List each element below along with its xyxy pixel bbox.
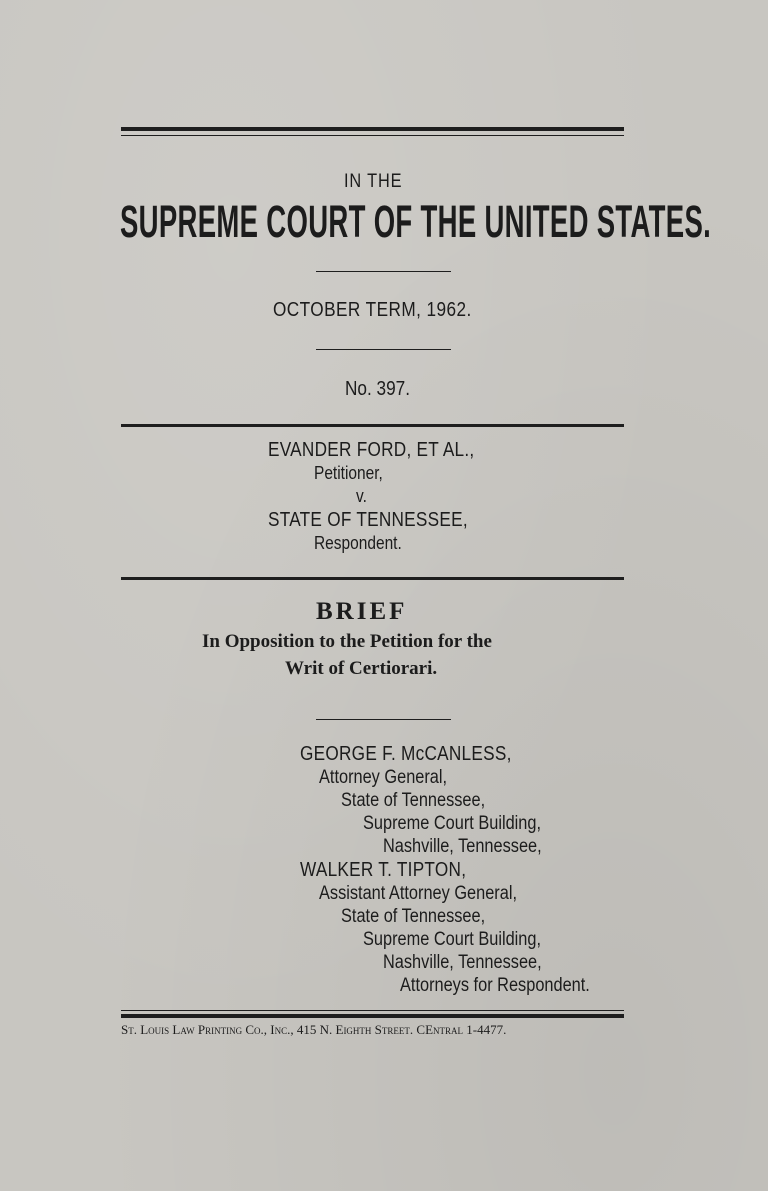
counsel-line: Nashville, Tennessee, xyxy=(383,836,542,857)
caption-top-rule xyxy=(121,424,624,427)
short-rule-1 xyxy=(316,271,451,272)
counsel-line: Nashville, Tennessee, xyxy=(383,952,542,973)
court-name: SUPREME COURT OF THE UNITED STATES. xyxy=(120,196,712,247)
short-rule-2 xyxy=(316,349,451,350)
petitioner-name: EVANDER FORD, ET AL., xyxy=(268,439,475,461)
caption-bottom-rule xyxy=(121,577,624,580)
term-label: OCTOBER TERM, 1962. xyxy=(273,299,472,321)
counsel-line: State of Tennessee, xyxy=(341,790,486,811)
bottom-rule-thick xyxy=(121,1014,624,1018)
respondent-role: Respondent. xyxy=(314,533,402,553)
top-rule-thick xyxy=(121,127,624,131)
counsel-line: GEORGE F. McCANLESS, xyxy=(300,743,512,765)
brief-title: BRIEF xyxy=(316,598,408,625)
counsel-line: Attorneys for Respondent. xyxy=(400,975,590,996)
counsel-line: Supreme Court Building, xyxy=(363,813,542,834)
printer-imprint: St. Louis Law Printing Co., Inc., 415 N. Eighth Street. CEntral 1-4477. xyxy=(121,1022,507,1037)
counsel-line: Attorney General, xyxy=(319,767,448,788)
respondent-name: STATE OF TENNESSEE, xyxy=(268,509,468,531)
brief-subtitle-line1: In Opposition to the Petition for the xyxy=(202,631,492,652)
short-rule-3 xyxy=(316,719,451,720)
in-the-label: IN THE xyxy=(344,171,403,192)
counsel-line: WALKER T. TIPTON, xyxy=(300,859,467,881)
top-rule-thin xyxy=(121,135,624,136)
counsel-line: State of Tennessee, xyxy=(341,906,486,927)
counsel-line: Assistant Attorney General, xyxy=(319,883,518,904)
versus: v. xyxy=(356,486,367,506)
docket-number: No. 397. xyxy=(345,378,411,400)
petitioner-role: Petitioner, xyxy=(314,463,383,483)
brief-subtitle-line2: Writ of Certiorari. xyxy=(285,658,438,679)
counsel-line: Supreme Court Building, xyxy=(363,929,542,950)
bottom-rule-thin xyxy=(121,1010,624,1011)
